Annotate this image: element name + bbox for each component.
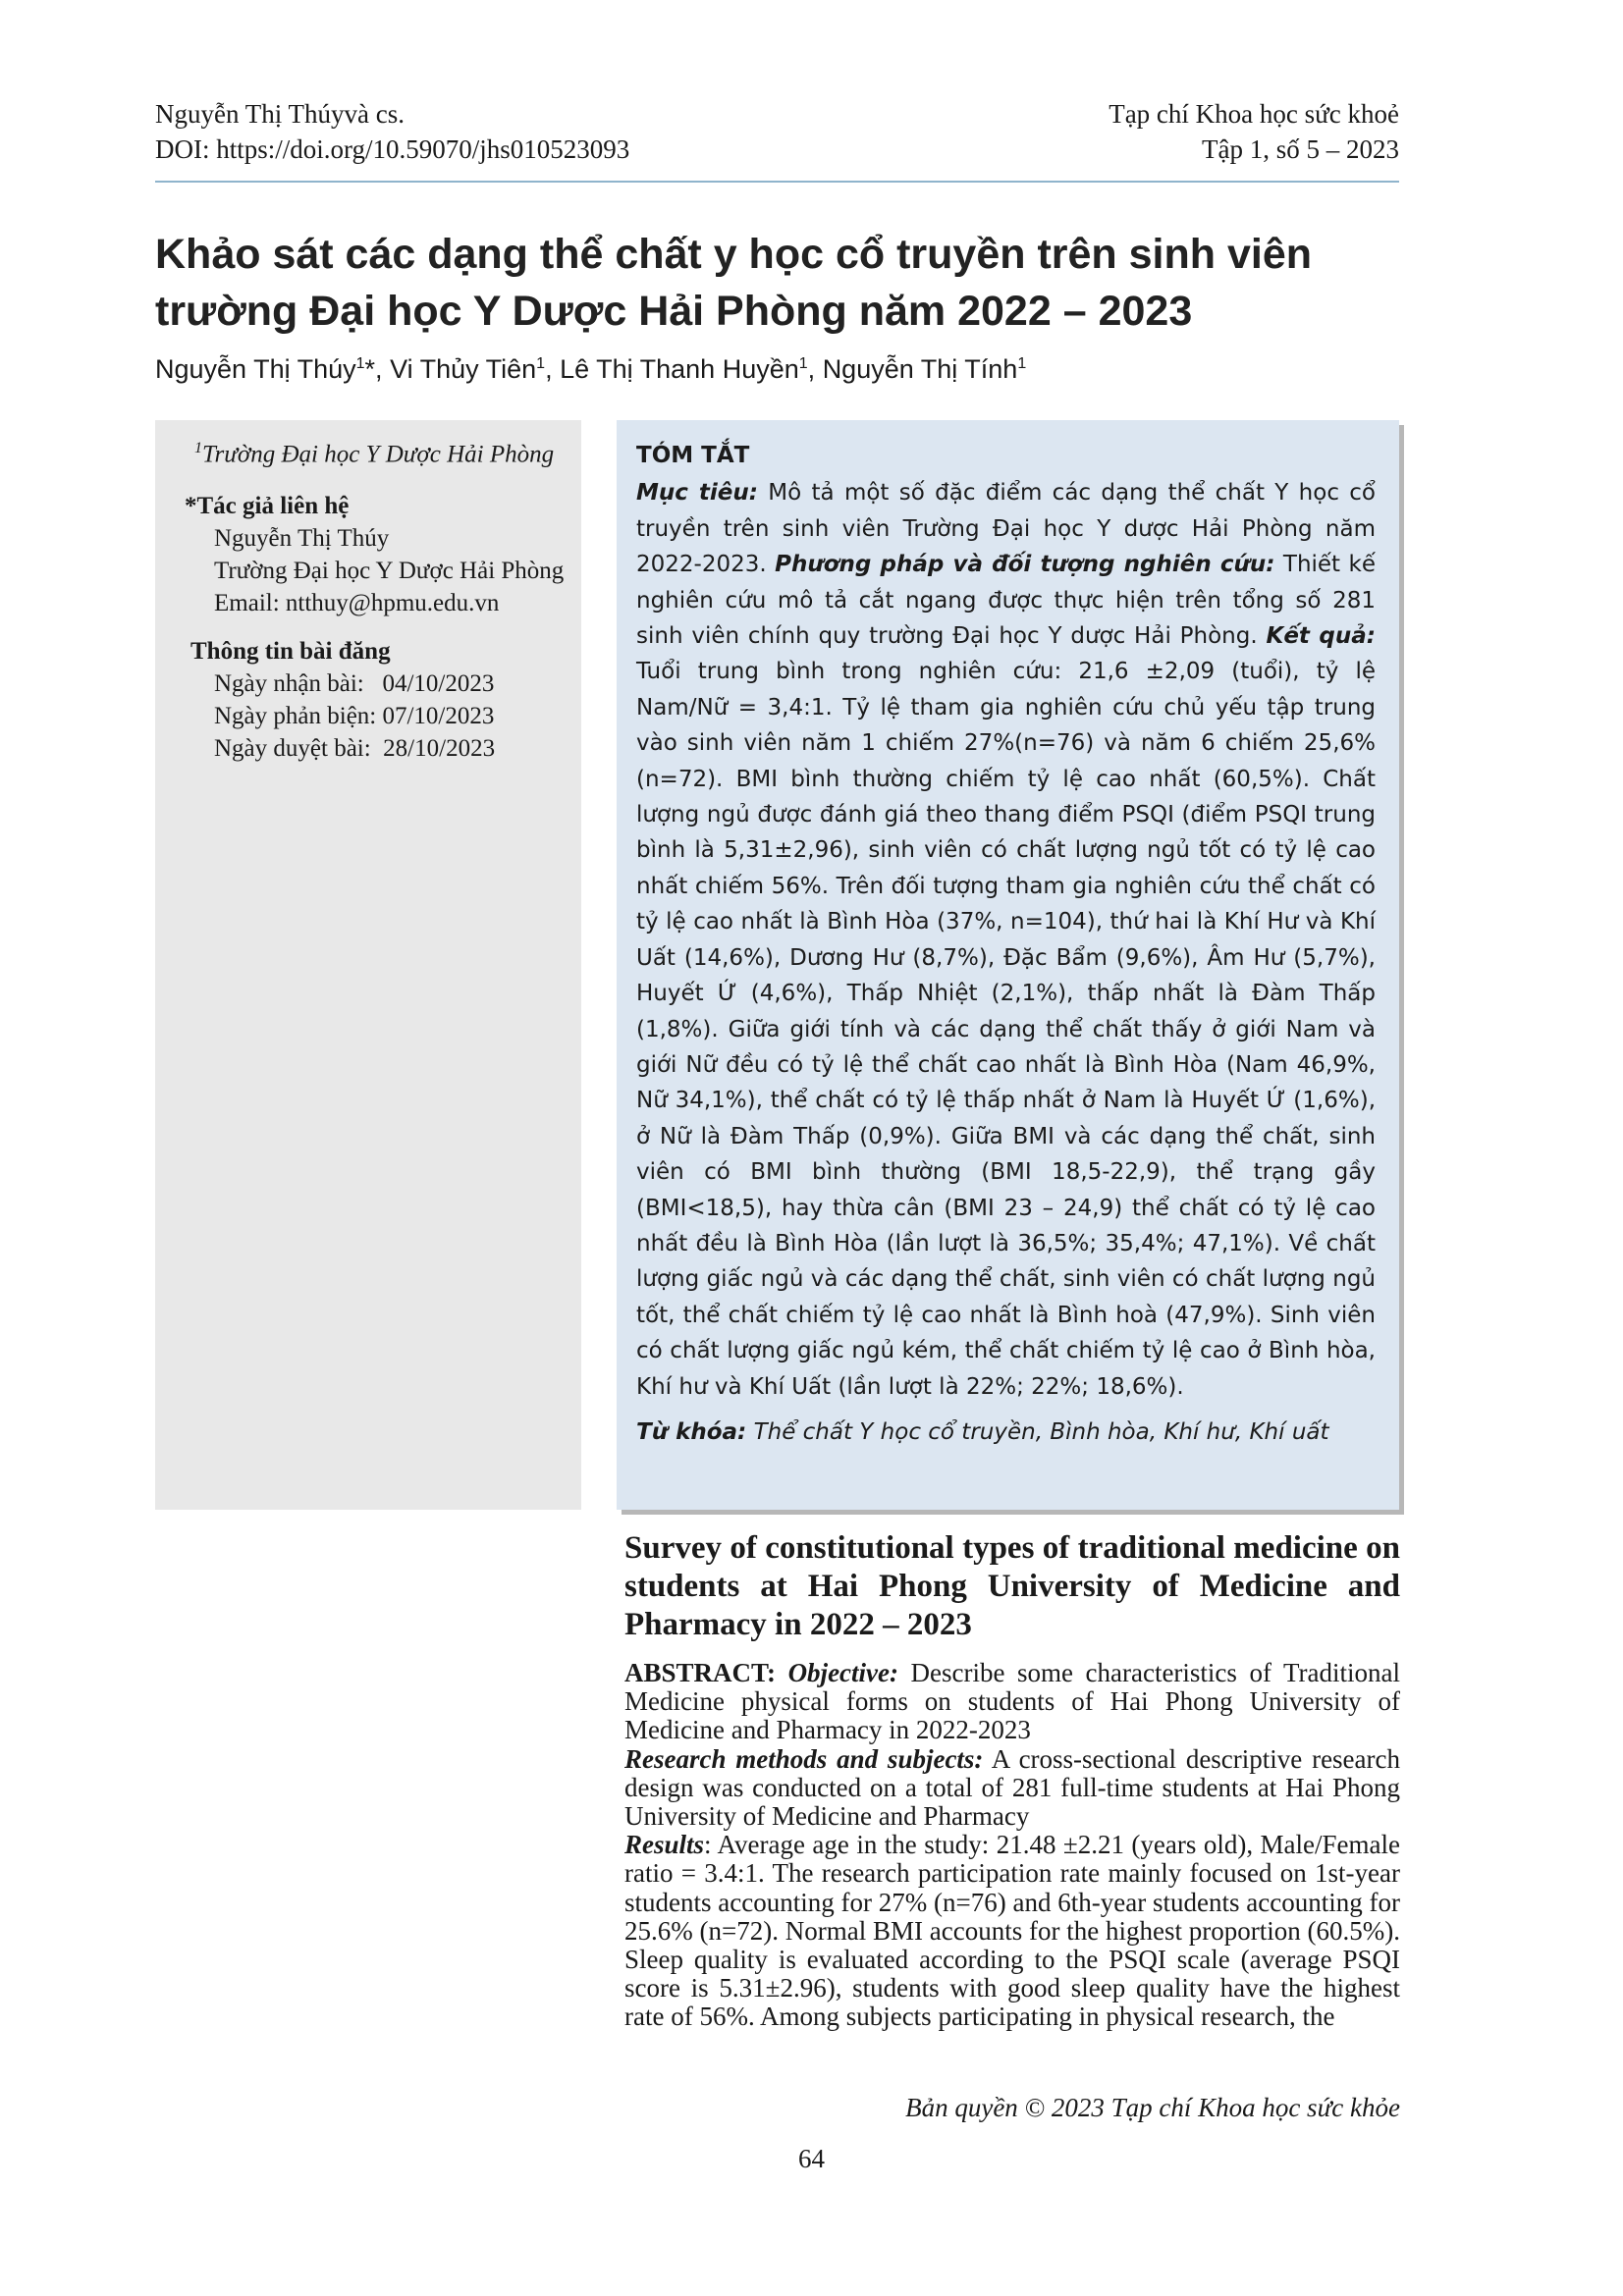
journal-issue: Tập 1, số 5 – 2023 [1202, 134, 1399, 164]
date-reviewed: Ngày phản biện: 07/10/2023 [214, 703, 495, 730]
keywords-label-vi: Từ khóa: [636, 1418, 747, 1445]
keywords-vi [636, 1415, 1376, 1450]
abstract-vi-heading: TÓM TẮT [636, 443, 750, 468]
abstract-en-label: ABSTRACT: [624, 1658, 777, 1687]
abstract-en-methods [624, 1745, 1400, 1832]
abstract-vi-box [617, 420, 1399, 1510]
author-2-affiliation: 1 [536, 355, 546, 372]
methods-label-en: Research methods and subjects: [624, 1743, 984, 1774]
header-doi: DOI: https://doi.org/10.59070/jhs010523093 [155, 134, 630, 164]
results-label-vi: Kết quả: [1266, 623, 1376, 650]
keywords-text-vi: Thể chất Y học cổ truyền, Bình hòa, Khí hư, Khí uất [746, 1418, 1329, 1445]
header-authors: Nguyễn Thị Thúyvà cs. [155, 99, 405, 129]
author-4-affiliation: 1 [1017, 355, 1027, 372]
english-title: Survey of constitutional types of traditional medicine on students at Hai Phong University of Medicine and Pharmacy in 2022 – 2023 [624, 1530, 1400, 1642]
author-separator: , [807, 354, 823, 384]
article-title [155, 226, 1412, 340]
date-received: Ngày nhận bài: 04/10/2023 [214, 670, 495, 698]
abstract-en-objective [624, 1659, 1400, 1745]
date-accepted: Ngày duyệt bài: 28/10/2023 [214, 735, 496, 763]
journal-name: Tạp chí Khoa học sức khoẻ [1109, 99, 1399, 129]
author-3: Lê Thị Thanh Huyền [560, 354, 799, 384]
author-separator: , [545, 354, 561, 384]
header-divider [155, 181, 1399, 183]
author-4: Nguyễn Thị Tính [822, 354, 1018, 384]
abstract-en-results [624, 1831, 1400, 2031]
copyright-notice: Bản quyền © 2023 Tạp chí Khoa học sức khỏe [905, 2093, 1400, 2122]
corresponding-mark: * [364, 354, 376, 384]
running-header-right [908, 96, 1399, 167]
publication-info-label: Thông tin bài đăng [190, 638, 391, 666]
objective-label-en: Objective: [787, 1658, 898, 1687]
methods-text-vi: Thiết kế nghiên cứu mô tả cắt ngang được thực hiện trên tổng số 281 sinh viên chính quy trường Đại học Y dược Hải Phòng. [636, 552, 1376, 650]
title-line-1: Khảo sát các dạng thể chất y học cổ truyền trên sinh viên [155, 231, 1313, 278]
results-label-en: Results [624, 1830, 705, 1860]
objective-label-vi: Mục tiêu: [636, 480, 758, 507]
author-separator: , [375, 354, 391, 384]
article-info-sidebar [155, 420, 581, 1510]
author-1-affiliation: 1 [355, 355, 365, 372]
author-2: Vi Thủy Tiên [390, 354, 537, 384]
page-number: 64 [798, 2144, 825, 2173]
methods-label-vi: Phương pháp và đối tượng nghiên cứu: [775, 552, 1275, 578]
contact-organization: Trường Đại học Y Dược Hải Phòng [214, 558, 565, 585]
objective-text-vi: Mô tả một số đặc điểm các dạng thể chất Y học cổ truyền trên sinh viên Trường Đại học Y dược Hải Phòng năm 2022-2023. [636, 480, 1377, 578]
contact-name: Nguyễn Thị Thúy [214, 525, 390, 553]
results-text-vi: Tuổi trung bình trong nghiên cứu: 21,6 ±2,09 (tuổi), tỷ lệ Nam/Nữ = 3,4:1. Tỷ lệ tham gia nghiên cứu chủ yếu tập trung vào sinh viên năm 1 chiếm 27%(n=76) và năm 6 chiếm 25,6% (n=72). BMI bình thường chiếm tỷ lệ cao nhất (60,5%). Chất lượng ngủ được đánh giá theo thang điểm PSQI (điểm PSQI trung bình là 5,31±2,96), sinh viên có chất lượng ngủ tốt có tỷ lệ cao nhất chiếm 56%. Trên đối tượng tham gia nghiên cứu thể chất có tỷ lệ cao nhất là Bình Hòa (37%, n=104), thứ hai là Khí Hư và Khí Uất (14,6%), Dương Hư (8,7%), Đặc Bẩm (9,6%), Âm Hư (5,7%), Huyết Ứ (4,6%), Thấp Nhiệt (2,1%), thấp nhất là Đàm Thấp (1,8%). Giữa giới tính và các dạng thể chất thấy ở giới Nam và giới Nữ đều có tỷ lệ thể chất cao nhất là Bình Hòa (Nam 46,9%, Nữ 34,1%), thể chất có tỷ lệ thấp nhất ở Nam là Huyết Ứ (1,6%), ở Nữ là Đàm Thấp (0,9%). Giữa BMI và các dạng thể chất, sinh viên có BMI bình thường (BMI 18,5-22,9), thể trạng gầy (BMI<18,5), hay thừa cân (BMI 23 – 24,9) thể chất có tỷ lệ cao nhất đều là Bình Hòa (lần lượt là 36,5%; 35,4%; 47,1%). Về chất lượng giấc ngủ và các dạng thể chất, sinh viên có chất lượng ngủ tốt, thể chất chiếm tỷ lệ cao nhất là Bình hoà (47,9%). Sinh viên có chất lượng giấc ngủ kém, thể chất chiếm tỷ lệ cao ở Bình hòa, Khí hư và Khí Uất (lần lượt là 22%; 22%; 18,6%). [636, 659, 1376, 1400]
author-1: Nguyễn Thị Thúy [155, 354, 356, 384]
running-header-left [155, 96, 842, 167]
results-text-en: : Average age in the study: 21.48 ±2.21 (years old), Male/Female ratio = 3.4:1. The research participation rate mainly focused on 1st-year students accounting for 27% (n=76) and 6th-year students accounting for 25.6% (n=72). Normal BMI accounts for the highest proportion (60.5%). Sleep quality is evaluated according to the PSQI scale (average PSQI score is 5.31±2.96), students with good sleep quality have the highest rate of 56%. Among subjects participating in physical research, the [624, 1830, 1400, 2032]
author-list [155, 351, 1412, 387]
abstract-vi-body [636, 475, 1376, 1405]
methods-text-en: A cross-sectional descriptive research design was conducted on a total of 281 full-time students at Hai Phong University of Medicine and Pharmacy [624, 1743, 1401, 1832]
objective-text-en: Describe some characteristics of Traditional Medicine physical forms on students of Hai Phong University of Medicine and Pharmacy in 2022-2023 [624, 1658, 1400, 1745]
affiliation-name: Trường Đại học Y Dược Hải Phòng [202, 441, 555, 468]
contact-label: *Tác giả liên hệ [185, 493, 350, 520]
affiliation [194, 432, 568, 470]
author-3-affiliation: 1 [798, 355, 808, 372]
affiliation-number: 1 [194, 440, 202, 456]
contact-email[interactable]: Email: ntthuy@hpmu.edu.vn [214, 590, 500, 617]
abstract-en-body [624, 1659, 1400, 2032]
title-line-2: trường Đại học Y Dược Hải Phòng năm 2022 – 2023 [155, 288, 1193, 335]
